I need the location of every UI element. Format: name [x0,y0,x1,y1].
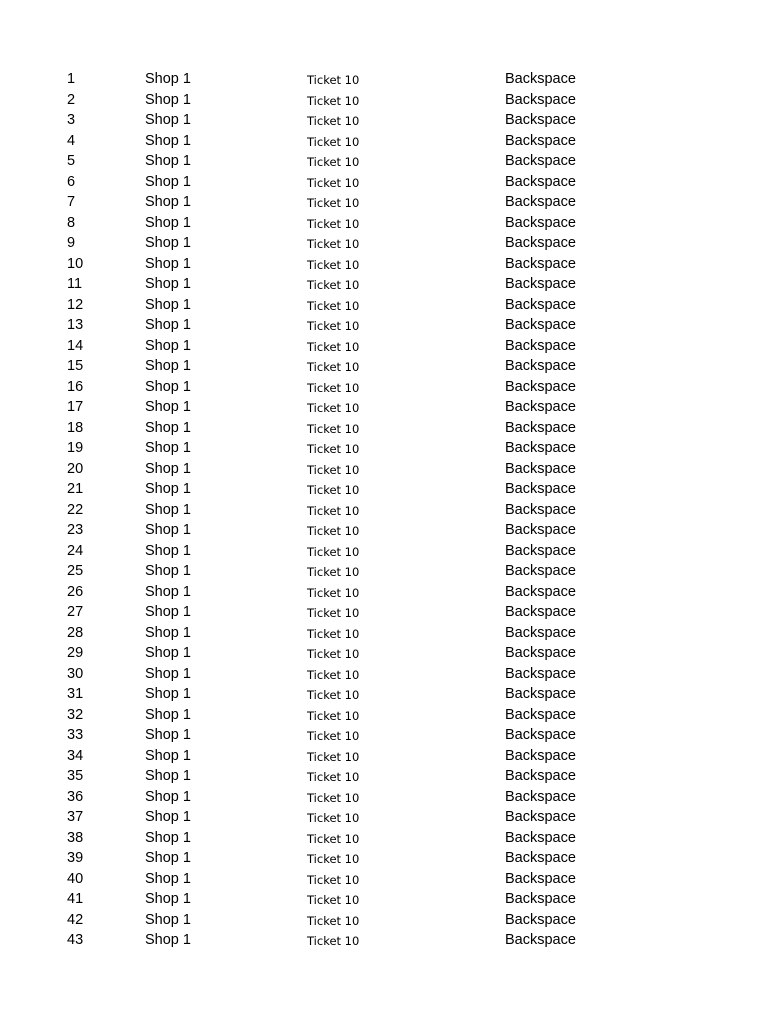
row-number-cell: 14 [67,337,84,354]
table-row [0,561,768,582]
row-number-cell: 21 [67,481,84,497]
key-cell: Backspace [505,194,576,210]
row-number-cell: 7 [67,194,76,210]
row-number-cell: 5 [67,153,76,169]
row-number-cell: 43 [67,932,84,948]
key-cell: Backspace [505,542,576,559]
data-table [0,69,768,951]
shop-cell: Shop 1 [145,604,191,620]
row-number-cell: 37 [67,809,84,825]
key-cell: Backspace [505,850,576,866]
key-cell: Backspace [505,665,576,682]
ticket-cell: Ticket 10 [307,339,360,354]
shop-cell: Shop 1 [145,829,191,846]
key-cell: Backspace [505,214,576,231]
row-number-cell: 17 [67,399,84,415]
key-cell: Backspace [505,870,576,887]
table-row [0,315,768,336]
key-cell: Backspace [505,645,576,661]
table-row [0,377,768,398]
table-row [0,69,768,90]
row-number-cell: 29 [67,645,84,661]
key-cell: Backspace [505,583,576,600]
ticket-cell: Ticket 10 [307,606,360,620]
ticket-cell: Ticket 10 [307,503,360,518]
row-number-cell: 25 [67,563,84,579]
ticket-cell: Ticket 10 [307,852,360,866]
ticket-cell: Ticket 10 [307,770,360,784]
row-number-cell: 32 [67,706,84,723]
ticket-cell: Ticket 10 [307,319,360,333]
key-cell: Backspace [505,563,576,579]
row-number-cell: 26 [67,583,84,600]
shop-cell: Shop 1 [145,645,191,661]
ticket-cell: Ticket 10 [307,114,360,128]
key-cell: Backspace [505,173,576,190]
key-cell: Backspace [505,891,576,907]
row-number-cell: 34 [67,747,84,764]
ticket-cell: Ticket 10 [307,155,360,169]
table-row [0,869,768,890]
row-number-cell: 16 [67,378,84,395]
row-number-cell: 11 [67,276,83,292]
shop-cell: Shop 1 [145,542,191,559]
row-number-cell: 40 [67,870,84,887]
ticket-cell: Ticket 10 [307,462,360,477]
key-cell: Backspace [505,419,576,436]
key-cell: Backspace [505,706,576,723]
table-row [0,725,768,746]
key-cell: Backspace [505,112,576,128]
key-cell: Backspace [505,501,576,518]
ticket-cell: Ticket 10 [307,257,360,272]
table-row [0,623,768,644]
row-number-cell: 8 [67,214,76,231]
key-cell: Backspace [505,829,576,846]
table-row [0,151,768,172]
key-cell: Backspace [505,153,576,169]
table-row [0,746,768,767]
key-cell: Backspace [505,317,576,333]
row-number-cell: 13 [67,317,84,333]
key-cell: Backspace [505,440,576,456]
shop-cell: Shop 1 [145,440,191,456]
shop-cell: Shop 1 [145,850,191,866]
ticket-cell: Ticket 10 [307,585,360,600]
key-cell: Backspace [505,481,576,497]
shop-cell: Shop 1 [145,747,191,764]
key-cell: Backspace [505,235,576,251]
key-cell: Backspace [505,522,576,538]
table-row [0,479,768,500]
table-row [0,889,768,910]
row-number-cell: 2 [67,91,76,108]
ticket-cell: Ticket 10 [307,872,360,887]
table-row [0,664,768,685]
row-number-cell: 1 [67,71,76,87]
row-number-cell: 23 [67,522,84,538]
table-row [0,520,768,541]
shop-cell: Shop 1 [145,317,191,333]
row-number-cell: 41 [67,891,84,907]
ticket-cell: Ticket 10 [307,729,360,743]
table-row [0,643,768,664]
shop-cell: Shop 1 [145,71,191,87]
key-cell: Backspace [505,378,576,395]
shop-cell: Shop 1 [145,932,191,948]
row-number-cell: 38 [67,829,84,846]
shop-cell: Shop 1 [145,153,191,169]
shop-cell: Shop 1 [145,419,191,436]
shop-cell: Shop 1 [145,132,191,149]
shop-cell: Shop 1 [145,788,191,805]
table-row [0,807,768,828]
row-number-cell: 12 [67,296,84,313]
ticket-cell: Ticket 10 [307,544,360,559]
table-row [0,254,768,275]
row-number-cell: 20 [67,460,84,477]
ticket-cell: Ticket 10 [307,421,360,436]
ticket-cell: Ticket 10 [307,708,360,723]
row-number-cell: 24 [67,542,84,559]
table-row [0,910,768,931]
table-row [0,213,768,234]
ticket-cell: Ticket 10 [307,749,360,764]
table-row [0,356,768,377]
shop-cell: Shop 1 [145,337,191,354]
shop-cell: Shop 1 [145,235,191,251]
table-row [0,930,768,951]
shop-cell: Shop 1 [145,706,191,723]
shop-cell: Shop 1 [145,563,191,579]
key-cell: Backspace [505,727,576,743]
ticket-cell: Ticket 10 [307,831,360,846]
key-cell: Backspace [505,624,576,641]
ticket-cell: Ticket 10 [307,380,360,395]
ticket-cell: Ticket 10 [307,442,360,456]
table-row [0,274,768,295]
shop-cell: Shop 1 [145,358,191,374]
row-number-cell: 42 [67,911,84,928]
shop-cell: Shop 1 [145,768,191,784]
row-number-cell: 31 [67,686,84,702]
row-number-cell: 4 [67,132,76,149]
table-row [0,828,768,849]
shop-cell: Shop 1 [145,173,191,190]
shop-cell: Shop 1 [145,460,191,477]
table-row [0,787,768,808]
ticket-cell: Ticket 10 [307,175,360,190]
row-number-cell: 10 [67,255,84,272]
table-row [0,500,768,521]
key-cell: Backspace [505,91,576,108]
row-number-cell: 18 [67,419,84,436]
row-number-cell: 6 [67,173,76,190]
table-row [0,602,768,623]
ticket-cell: Ticket 10 [307,483,360,497]
row-number-cell: 9 [67,235,76,251]
key-cell: Backspace [505,255,576,272]
row-number-cell: 39 [67,850,84,866]
ticket-cell: Ticket 10 [307,934,360,948]
key-cell: Backspace [505,788,576,805]
shop-cell: Shop 1 [145,378,191,395]
ticket-cell: Ticket 10 [307,237,360,251]
row-number-cell: 19 [67,440,84,456]
ticket-cell: Ticket 10 [307,524,360,538]
ticket-cell: Ticket 10 [307,196,360,210]
row-number-cell: 28 [67,624,84,641]
table-row [0,848,768,869]
key-cell: Backspace [505,276,576,292]
key-cell: Backspace [505,358,576,374]
key-cell: Backspace [505,686,576,702]
row-number-cell: 15 [67,358,84,374]
shop-cell: Shop 1 [145,112,191,128]
ticket-cell: Ticket 10 [307,360,360,374]
table-row [0,295,768,316]
ticket-cell: Ticket 10 [307,893,360,907]
table-row [0,397,768,418]
shop-cell: Shop 1 [145,214,191,231]
key-cell: Backspace [505,71,576,87]
key-cell: Backspace [505,932,576,948]
row-number-cell: 36 [67,788,84,805]
shop-cell: Shop 1 [145,583,191,600]
ticket-cell: Ticket 10 [307,913,360,928]
key-cell: Backspace [505,809,576,825]
shop-cell: Shop 1 [145,276,191,292]
row-number-cell: 33 [67,727,84,743]
ticket-cell: Ticket 10 [307,216,360,231]
ticket-cell: Ticket 10 [307,647,360,661]
table-row [0,233,768,254]
shop-cell: Shop 1 [145,809,191,825]
table-row [0,438,768,459]
table-row [0,582,768,603]
ticket-cell: Ticket 10 [307,73,360,87]
ticket-cell: Ticket 10 [307,401,360,415]
ticket-cell: Ticket 10 [307,134,360,149]
table-row [0,336,768,357]
key-cell: Backspace [505,296,576,313]
shop-cell: Shop 1 [145,665,191,682]
shop-cell: Shop 1 [145,727,191,743]
table-row [0,541,768,562]
shop-cell: Shop 1 [145,481,191,497]
ticket-cell: Ticket 10 [307,790,360,805]
ticket-cell: Ticket 10 [307,278,360,292]
shop-cell: Shop 1 [145,686,191,702]
key-cell: Backspace [505,911,576,928]
row-number-cell: 27 [67,604,84,620]
table-row [0,459,768,480]
ticket-cell: Ticket 10 [307,811,360,825]
key-cell: Backspace [505,768,576,784]
shop-cell: Shop 1 [145,91,191,108]
key-cell: Backspace [505,132,576,149]
key-cell: Backspace [505,604,576,620]
shop-cell: Shop 1 [145,891,191,907]
key-cell: Backspace [505,399,576,415]
row-number-cell: 35 [67,768,84,784]
table-row [0,172,768,193]
key-cell: Backspace [505,747,576,764]
key-cell: Backspace [505,460,576,477]
table-row [0,192,768,213]
shop-cell: Shop 1 [145,522,191,538]
shop-cell: Shop 1 [145,870,191,887]
shop-cell: Shop 1 [145,296,191,313]
row-number-cell: 3 [67,112,76,128]
ticket-cell: Ticket 10 [307,565,360,579]
key-cell: Backspace [505,337,576,354]
shop-cell: Shop 1 [145,255,191,272]
ticket-cell: Ticket 10 [307,667,360,682]
row-number-cell: 30 [67,665,84,682]
ticket-cell: Ticket 10 [307,298,360,313]
ticket-cell: Ticket 10 [307,93,360,108]
shop-cell: Shop 1 [145,399,191,415]
ticket-cell: Ticket 10 [307,688,360,702]
shop-cell: Shop 1 [145,911,191,928]
shop-cell: Shop 1 [145,501,191,518]
table-row [0,766,768,787]
table-row [0,131,768,152]
table-row [0,90,768,111]
shop-cell: Shop 1 [145,194,191,210]
row-number-cell: 22 [67,501,84,518]
shop-cell: Shop 1 [145,624,191,641]
ticket-cell: Ticket 10 [307,626,360,641]
table-row [0,705,768,726]
table-row [0,418,768,439]
table-row [0,684,768,705]
table-row [0,110,768,131]
